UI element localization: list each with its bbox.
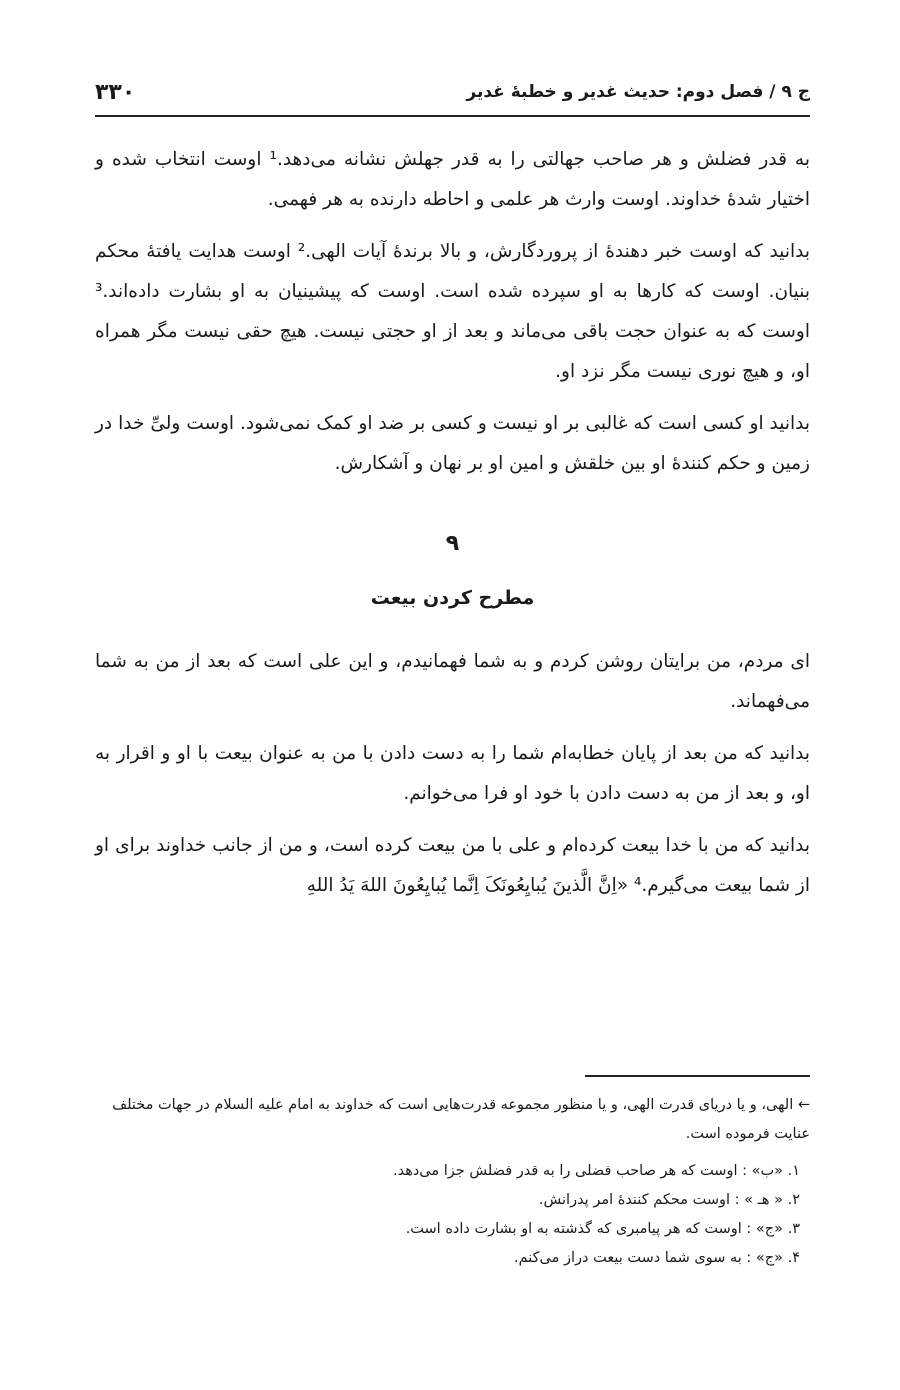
paragraph: به قدر فضلش و هر صاحب جهالتی را به قدر جهلش نشانه می‌دهد.¹ اوست انتخاب شده و اختیار شدهٔ خداوند. اوست وارث هر علمی و احاطه دارنده به هر فهمی. — [95, 149, 810, 210]
footnote-item: ۲. « هـ » : اوست محکم کنندهٔ امر پدرانش. — [538, 1192, 800, 1208]
section-title: مطرح کردن بیعت — [370, 587, 535, 609]
paragraph: بدانید او کسی است که غالبی بر او نیست و کسی بر ضد او کمک نمی‌شود. اوست ولیِّ خدا در زمین و حکم کنندهٔ او بین خلقش و امین او بر نهان و آشکارش. — [95, 413, 810, 474]
header-divider — [95, 115, 810, 117]
footnote-continuation: ← الهی، و یا دریای قدرت الهی، و یا منظور مجموعه قدرت‌هایی است که خداوند به امام علیه السلام در جهات مختلف عنایت فرموده است. — [112, 1097, 810, 1142]
page-number: ۳۳۰ — [95, 79, 136, 105]
section-heading — [95, 524, 810, 618]
paragraph: بدانید که من با خدا بیعت کرده‌ام و علی با من بیعت کرده است، و من از جانب خداوند برای او از شما بیعت می‌گیرم.⁴ «اِنَّ الَّذینَ یُبایِعُونَکَ اِنَّما یُبایِعُونَ اللهَ یَدُ اللهِ — [95, 835, 810, 896]
book-page — [95, 0, 810, 1390]
footnote-item: ۳. «ج» : اوست که هر پیامبری که گذشته به او بشارت داده است. — [405, 1221, 800, 1237]
footnotes — [95, 1075, 810, 1273]
header-title: ج ۹ / فصل دوم: حدیث غدیر و خطبهٔ غدیر — [466, 82, 810, 102]
paragraph: بدانید که من بعد از پایان خطابه‌ام شما را به دست دادن با من به عنوان بیعت با او و اقرار به او، و بعد از من به دست دادن با خود او فرا می‌خوانم. — [95, 743, 810, 804]
paragraph: بدانید که اوست خبر دهندهٔ از پروردگارش، و بالا برندهٔ آیات الهی.² اوست هدایت یافتهٔ محکم بنیان. اوست که کارها به او سپرده شده است. اوست که پیشینیان به او بشارت داده‌اند.³ اوست که به عنوان حجت باقی می‌ماند و بعد از او حجتی نیست. هیچ حقی نیست مگر همراه او، و هیچ نوری نیست مگر نزد او. — [95, 241, 810, 382]
main-text — [95, 140, 810, 918]
footnote-item: ۱. «ب» : اوست که هر صاحب فضلی را به قدر فضلش جزا می‌دهد. — [392, 1163, 800, 1179]
paragraph: ای مردم، من برایتان روشن کردم و به شما فهمانیدم، و این علی است که بعد از من به شما می‌فهماند. — [95, 651, 810, 712]
footnote-item: ۴. «ج» : به سوی شما دست بیعت دراز می‌کنم. — [514, 1250, 800, 1266]
footnote-divider — [585, 1075, 810, 1077]
section-number: ۹ — [445, 531, 460, 556]
running-header — [95, 72, 810, 112]
